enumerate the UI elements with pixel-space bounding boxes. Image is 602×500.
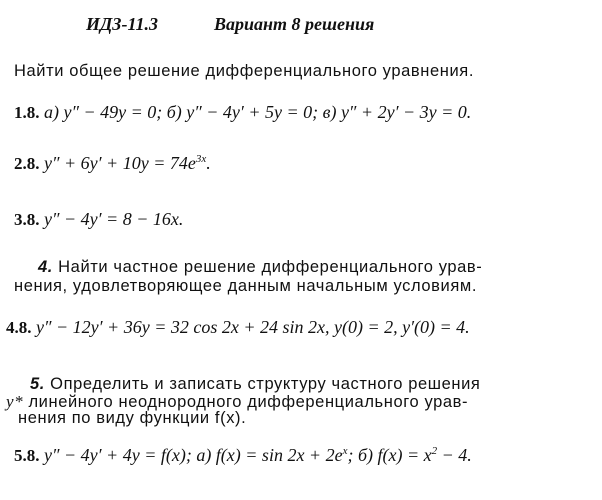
problem-3-8-text: y″ − 4y′ = 8 − 16x. bbox=[44, 209, 184, 229]
problem-5-8-tail: − 4. bbox=[437, 445, 472, 465]
intro-text: Найти общее решение дифференциального уравнения. bbox=[14, 62, 475, 80]
task-5-number: 5. bbox=[30, 375, 45, 393]
problem-5-8 bbox=[14, 446, 472, 464]
problem-2-8-text: y″ + 6y′ + 10y = 74e bbox=[44, 153, 196, 173]
task-4-line-1 bbox=[38, 259, 482, 276]
task-5-text-1: Определить и записать структуру частного решения bbox=[50, 375, 481, 393]
task-5-text-2: линейного неоднородного дифференциального урав- bbox=[28, 393, 469, 411]
task-5-line-3: нения по виду функции f(x). bbox=[18, 409, 247, 427]
problem-5-8-number: 5.8. bbox=[14, 446, 40, 465]
task-4-line-2: нения, удовлетворяющее данным начальным условиям. bbox=[14, 277, 477, 295]
problem-5-8-text: y″ − 4y′ + 4y = f(x); а) f(x) = sin 2x + 2e bbox=[44, 445, 343, 465]
problem-4-8-number: 4.8. bbox=[6, 318, 32, 337]
task-4-text-1: Найти частное решение дифференциального урав- bbox=[58, 258, 483, 276]
problem-2-8-tail: . bbox=[206, 153, 211, 173]
task-4-number: 4. bbox=[38, 258, 53, 276]
task-5-line-2 bbox=[6, 393, 468, 411]
task-5-y-star: y* bbox=[6, 392, 24, 411]
problem-2-8-exponent: 3x bbox=[195, 153, 207, 165]
problem-3-8-number: 3.8. bbox=[14, 210, 40, 229]
problem-1-8-number: 1.8. bbox=[14, 103, 40, 122]
problem-1-8-text: а) y″ − 49y = 0; б) y″ − 4y′ + 5y = 0; в) y″ + 2y′ − 3y = 0. bbox=[44, 102, 472, 122]
problem-3-8 bbox=[14, 210, 183, 228]
problem-2-8-number: 2.8. bbox=[14, 154, 40, 173]
variant-title: Вариант 8 решения bbox=[214, 14, 375, 34]
problem-5-8-mid: ; б) f(x) = x bbox=[347, 445, 432, 465]
problem-5-8-exponent-2: 2 bbox=[431, 445, 438, 457]
doc-title: ИДЗ-11.3 bbox=[86, 14, 158, 34]
problem-4-8-text: y″ − 12y′ + 36y = 32 cos 2x + 24 sin 2x, y(0) = 2, y′(0) = 4. bbox=[36, 317, 470, 337]
task-5-line-1 bbox=[30, 376, 480, 393]
problem-5-8-exponent-1: x bbox=[342, 445, 348, 457]
problem-1-8 bbox=[14, 103, 471, 121]
problem-2-8 bbox=[14, 154, 211, 172]
problem-4-8 bbox=[6, 318, 470, 336]
